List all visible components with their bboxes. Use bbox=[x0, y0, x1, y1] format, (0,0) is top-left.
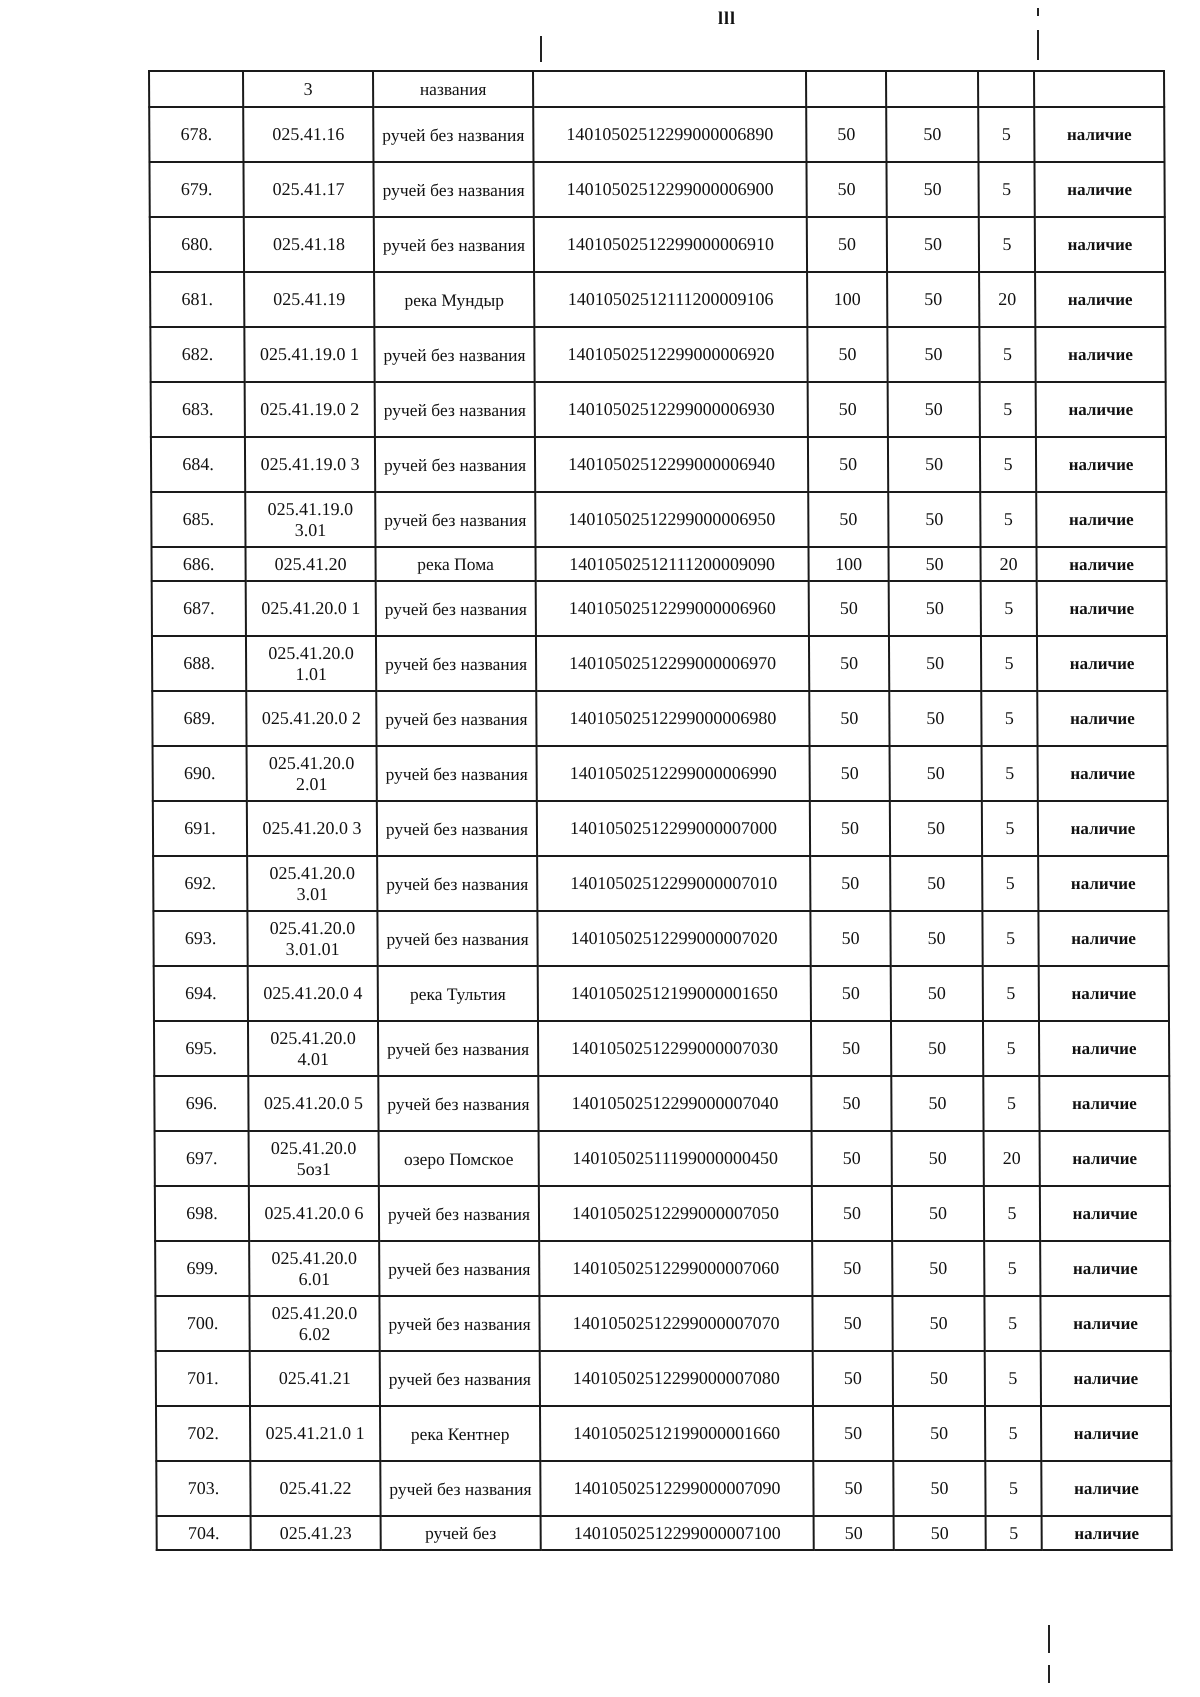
cell-value-2: 50 bbox=[888, 492, 980, 547]
cell-availability: наличие bbox=[1041, 1461, 1171, 1516]
cell-name: ручей без названия bbox=[377, 856, 537, 911]
cell-name: река Тультия bbox=[378, 966, 538, 1021]
cell-registry-code: 14010502512299000007000 bbox=[537, 801, 810, 856]
cell-name: ручей без названия bbox=[380, 1351, 540, 1406]
table-row bbox=[154, 966, 1169, 1021]
table-row bbox=[153, 911, 1168, 966]
cell-value-2: 50 bbox=[894, 1516, 986, 1550]
table-row bbox=[150, 272, 1165, 327]
cell-value-1: 50 bbox=[812, 1131, 892, 1186]
cell-value-1: 50 bbox=[813, 1406, 893, 1461]
cell-value-2: 50 bbox=[888, 437, 980, 492]
cell-num: 684. bbox=[151, 437, 245, 492]
cell-value-2: 50 bbox=[890, 911, 982, 966]
cell-value-3: 5 bbox=[981, 581, 1037, 636]
cell-code: 025.41.20.0 4 bbox=[248, 966, 378, 1021]
table-row bbox=[155, 1186, 1170, 1241]
cell-value-2: 50 bbox=[887, 327, 979, 382]
cell-code: 025.41.19.0 3 bbox=[245, 437, 375, 492]
cell-num: 694. bbox=[154, 966, 248, 1021]
cell-name: река Мундыр bbox=[374, 272, 534, 327]
cell-code: 025.41.19 bbox=[244, 272, 374, 327]
cell-code: 025.41.20.0 3.01.01 bbox=[247, 911, 377, 966]
cell-availability: наличие bbox=[1037, 581, 1167, 636]
cell-name: ручей без названия bbox=[379, 1296, 539, 1351]
cell-value-2: 50 bbox=[892, 1296, 984, 1351]
cell-value-1: 50 bbox=[809, 691, 889, 746]
cell-num: 702. bbox=[156, 1406, 250, 1461]
cell-value-2: 50 bbox=[891, 1076, 983, 1131]
cell-registry-code: 14010502511199000000450 bbox=[539, 1131, 812, 1186]
cell-value-2: 50 bbox=[887, 272, 979, 327]
cell-num: 686. bbox=[151, 547, 245, 581]
cell-code: 025.41.20.0 4.01 bbox=[248, 1021, 378, 1076]
cell-code: 025.41.20.0 1 bbox=[246, 581, 376, 636]
cell-value-3: 5 bbox=[978, 107, 1034, 162]
cell-value-1: 50 bbox=[810, 911, 890, 966]
cell-code: 3 bbox=[243, 71, 373, 107]
cell-value-1: 50 bbox=[811, 1021, 891, 1076]
cell-availability: наличие bbox=[1036, 382, 1166, 437]
cell-value-1: 50 bbox=[811, 1076, 891, 1131]
table-row bbox=[152, 636, 1167, 691]
cell-registry-code: 14010502512299000006950 bbox=[535, 492, 808, 547]
cell-availability: наличие bbox=[1035, 217, 1165, 272]
cell-value-1: 50 bbox=[806, 162, 886, 217]
scan-artifact-mark bbox=[1048, 1665, 1050, 1683]
table-row bbox=[152, 581, 1167, 636]
cell-availability: наличие bbox=[1036, 492, 1166, 547]
cell-name: река Пома bbox=[375, 547, 535, 581]
table-row bbox=[153, 856, 1168, 911]
cell-value-2 bbox=[886, 71, 978, 107]
cell-name: ручей без bbox=[381, 1516, 541, 1550]
cell-code: 025.41.19.0 1 bbox=[244, 327, 374, 382]
cell-availability: наличие bbox=[1034, 162, 1164, 217]
cell-code: 025.41.20.0 3 bbox=[247, 801, 377, 856]
table-row bbox=[150, 217, 1165, 272]
cell-value-2: 50 bbox=[892, 1241, 984, 1296]
cell-name: ручей без названия bbox=[375, 437, 535, 492]
cell-code: 025.41.20.0 2.01 bbox=[247, 746, 377, 801]
cell-name: ручей без названия bbox=[375, 382, 535, 437]
table-row-continuation bbox=[149, 71, 1164, 107]
cell-value-2: 50 bbox=[893, 1351, 985, 1406]
cell-value-2: 50 bbox=[890, 746, 982, 801]
cell-registry-code: 14010502512299000007030 bbox=[538, 1021, 811, 1076]
cell-num: 681. bbox=[150, 272, 244, 327]
cell-num: 696. bbox=[154, 1076, 248, 1131]
cell-availability: наличие bbox=[1035, 327, 1165, 382]
table-row bbox=[151, 382, 1166, 437]
cell-value-1: 50 bbox=[809, 636, 889, 691]
cell-value-3 bbox=[978, 71, 1034, 107]
cell-value-3: 5 bbox=[982, 856, 1038, 911]
cell-value-2: 50 bbox=[891, 1021, 983, 1076]
cell-value-1: 50 bbox=[813, 1351, 893, 1406]
cell-value-1: 50 bbox=[810, 856, 890, 911]
cell-value-1: 50 bbox=[811, 966, 891, 1021]
cell-availability: наличие bbox=[1040, 1131, 1170, 1186]
cell-registry-code: 14010502512199000001660 bbox=[540, 1406, 813, 1461]
cell-availability bbox=[1034, 71, 1164, 107]
cell-registry-code: 14010502512299000006920 bbox=[534, 327, 807, 382]
cell-value-1: 100 bbox=[807, 272, 887, 327]
table-row bbox=[153, 746, 1168, 801]
cell-code: 025.41.20.0 6 bbox=[249, 1186, 379, 1241]
cell-registry-code: 14010502512299000007010 bbox=[537, 856, 810, 911]
cell-value-1: 50 bbox=[809, 581, 889, 636]
cell-value-3: 5 bbox=[982, 746, 1038, 801]
cell-registry-code: 14010502512299000007020 bbox=[537, 911, 810, 966]
cell-num: 683. bbox=[151, 382, 245, 437]
cell-num: 680. bbox=[150, 217, 244, 272]
cell-registry-code: 14010502512299000006960 bbox=[536, 581, 809, 636]
cell-num: 693. bbox=[153, 911, 247, 966]
cell-value-3: 5 bbox=[982, 801, 1038, 856]
cell-value-1: 100 bbox=[808, 547, 888, 581]
cell-code: 025.41.20.0 5 bbox=[248, 1076, 378, 1131]
cell-code: 025.41.21 bbox=[250, 1351, 380, 1406]
cell-registry-code: 14010502512299000007070 bbox=[539, 1296, 812, 1351]
cell-value-3: 5 bbox=[983, 966, 1039, 1021]
cell-registry-code: 14010502512299000007040 bbox=[538, 1076, 811, 1131]
cell-value-2: 50 bbox=[893, 1461, 985, 1516]
cell-availability: наличие bbox=[1039, 1076, 1169, 1131]
cell-value-2: 50 bbox=[891, 966, 983, 1021]
cell-registry-code: 14010502512299000006890 bbox=[533, 107, 806, 162]
cell-name: ручей без названия bbox=[373, 162, 533, 217]
cell-registry-code: 14010502512299000006980 bbox=[536, 691, 809, 746]
cell-name: названия bbox=[373, 71, 533, 107]
cell-registry-code: 14010502512299000006990 bbox=[537, 746, 810, 801]
table-row bbox=[155, 1131, 1170, 1186]
cell-availability: наличие bbox=[1040, 1186, 1170, 1241]
cell-code: 025.41.16 bbox=[243, 107, 373, 162]
cell-code: 025.41.20.0 6.02 bbox=[249, 1296, 379, 1351]
cell-num: 689. bbox=[152, 691, 246, 746]
cell-num: 685. bbox=[151, 492, 245, 547]
cell-value-2: 50 bbox=[889, 636, 981, 691]
cell-code: 025.41.20 bbox=[245, 547, 375, 581]
water-objects-table bbox=[148, 70, 1173, 1551]
cell-value-1: 50 bbox=[812, 1186, 892, 1241]
cell-name: река Кентнер bbox=[380, 1406, 540, 1461]
cell-availability: наличие bbox=[1037, 636, 1167, 691]
table-row bbox=[155, 1241, 1170, 1296]
cell-num: 690. bbox=[153, 746, 247, 801]
cell-registry-code: 14010502512111200009106 bbox=[534, 272, 807, 327]
cell-name: ручей без названия bbox=[379, 1186, 539, 1241]
cell-registry-code bbox=[533, 71, 806, 107]
cell-code: 025.41.19.0 2 bbox=[245, 382, 375, 437]
table-row bbox=[153, 801, 1168, 856]
cell-value-2: 50 bbox=[892, 1186, 984, 1241]
cell-value-2: 50 bbox=[888, 382, 980, 437]
cell-availability: наличие bbox=[1038, 911, 1168, 966]
cell-name: ручей без названия bbox=[377, 911, 537, 966]
cell-num: 691. bbox=[153, 801, 247, 856]
cell-registry-code: 14010502512299000007100 bbox=[541, 1516, 814, 1550]
cell-value-3: 5 bbox=[979, 327, 1035, 382]
cell-value-3: 5 bbox=[981, 636, 1037, 691]
table-row bbox=[154, 1076, 1169, 1131]
cell-value-3: 5 bbox=[986, 1516, 1042, 1550]
cell-availability: наличие bbox=[1035, 272, 1165, 327]
cell-name: озеро Помское bbox=[379, 1131, 539, 1186]
cell-code: 025.41.20.0 1.01 bbox=[246, 636, 376, 691]
table-row bbox=[156, 1406, 1171, 1461]
cell-value-1: 50 bbox=[807, 217, 887, 272]
cell-value-2: 50 bbox=[892, 1131, 984, 1186]
cell-num: 704. bbox=[157, 1516, 251, 1550]
cell-value-3: 5 bbox=[980, 492, 1036, 547]
table-row bbox=[149, 162, 1164, 217]
table-row bbox=[156, 1461, 1171, 1516]
cell-name: ручей без названия bbox=[376, 691, 536, 746]
cell-name: ручей без названия bbox=[376, 636, 536, 691]
table-row bbox=[151, 547, 1166, 581]
cell-value-1: 50 bbox=[810, 801, 890, 856]
table-row bbox=[155, 1296, 1170, 1351]
cell-value-2: 50 bbox=[888, 547, 980, 581]
scan-artifact-mark bbox=[540, 36, 542, 62]
cell-num: 678. bbox=[149, 107, 243, 162]
cell-value-3: 5 bbox=[983, 1021, 1039, 1076]
cell-availability: наличие bbox=[1036, 547, 1166, 581]
cell-availability: наличие bbox=[1041, 1406, 1171, 1461]
cell-num: 688. bbox=[152, 636, 246, 691]
cell-value-1: 50 bbox=[814, 1516, 894, 1550]
cell-availability: наличие bbox=[1037, 691, 1167, 746]
cell-code: 025.41.23 bbox=[251, 1516, 381, 1550]
cell-num: 698. bbox=[155, 1186, 249, 1241]
cell-num bbox=[149, 71, 243, 107]
cell-num: 679. bbox=[149, 162, 243, 217]
cell-num: 687. bbox=[152, 581, 246, 636]
table-row bbox=[151, 492, 1166, 547]
cell-name: ручей без названия bbox=[377, 801, 537, 856]
cell-value-3: 5 bbox=[982, 911, 1038, 966]
scan-artifact-mark bbox=[1037, 30, 1039, 60]
cell-name: ручей без названия bbox=[374, 327, 534, 382]
cell-value-3: 5 bbox=[979, 217, 1035, 272]
cell-registry-code: 14010502512299000007060 bbox=[539, 1241, 812, 1296]
cell-availability: наличие bbox=[1040, 1241, 1170, 1296]
cell-registry-code: 14010502512299000006930 bbox=[535, 382, 808, 437]
table-row bbox=[156, 1351, 1171, 1406]
cell-num: 697. bbox=[155, 1131, 249, 1186]
cell-value-3: 5 bbox=[980, 437, 1036, 492]
cell-availability: наличие bbox=[1042, 1516, 1172, 1550]
cell-availability: наличие bbox=[1039, 966, 1169, 1021]
cell-name: ручей без названия bbox=[377, 746, 537, 801]
cell-name: ручей без названия bbox=[378, 1021, 538, 1076]
cell-availability: наличие bbox=[1040, 1296, 1170, 1351]
scan-artifact-mark bbox=[1037, 8, 1039, 16]
cell-value-1 bbox=[806, 71, 886, 107]
cell-value-1: 50 bbox=[807, 327, 887, 382]
cell-name: ручей без названия bbox=[379, 1241, 539, 1296]
cell-value-3: 5 bbox=[985, 1351, 1041, 1406]
cell-registry-code: 14010502512299000007050 bbox=[539, 1186, 812, 1241]
cell-value-3: 5 bbox=[983, 1076, 1039, 1131]
cell-value-2: 50 bbox=[889, 581, 981, 636]
cell-value-2: 50 bbox=[887, 217, 979, 272]
cell-registry-code: 14010502512299000006910 bbox=[534, 217, 807, 272]
cell-value-1: 50 bbox=[808, 492, 888, 547]
cell-num: 701. bbox=[156, 1351, 250, 1406]
cell-name: ручей без названия bbox=[380, 1461, 540, 1516]
cell-name: ручей без названия bbox=[378, 1076, 538, 1131]
cell-value-2: 50 bbox=[893, 1406, 985, 1461]
cell-availability: наличие bbox=[1034, 107, 1164, 162]
cell-registry-code: 14010502512299000006970 bbox=[536, 636, 809, 691]
cell-value-1: 50 bbox=[812, 1296, 892, 1351]
document-sheet bbox=[148, 70, 1171, 1551]
cell-value-2: 50 bbox=[890, 801, 982, 856]
cell-registry-code: 14010502512299000006940 bbox=[535, 437, 808, 492]
page-mark: lll bbox=[718, 8, 737, 28]
cell-registry-code: 14010502512299000006900 bbox=[533, 162, 806, 217]
cell-value-1: 50 bbox=[813, 1461, 893, 1516]
cell-value-3: 5 bbox=[984, 1241, 1040, 1296]
cell-availability: наличие bbox=[1038, 856, 1168, 911]
cell-name: ручей без названия bbox=[373, 107, 533, 162]
table-row bbox=[152, 691, 1167, 746]
cell-value-1: 50 bbox=[808, 437, 888, 492]
cell-value-3: 5 bbox=[980, 382, 1036, 437]
cell-availability: наличие bbox=[1038, 801, 1168, 856]
table-row bbox=[151, 437, 1166, 492]
cell-code: 025.41.18 bbox=[244, 217, 374, 272]
cell-availability: наличие bbox=[1038, 746, 1168, 801]
cell-value-1: 50 bbox=[810, 746, 890, 801]
cell-registry-code: 14010502512299000007090 bbox=[540, 1461, 813, 1516]
cell-registry-code: 14010502512111200009090 bbox=[535, 547, 808, 581]
cell-value-2: 50 bbox=[886, 107, 978, 162]
cell-value-3: 5 bbox=[985, 1406, 1041, 1461]
cell-value-3: 5 bbox=[984, 1186, 1040, 1241]
cell-num: 700. bbox=[155, 1296, 249, 1351]
cell-value-3: 5 bbox=[981, 691, 1037, 746]
cell-num: 699. bbox=[155, 1241, 249, 1296]
cell-value-1: 50 bbox=[812, 1241, 892, 1296]
cell-num: 695. bbox=[154, 1021, 248, 1076]
cell-value-3: 20 bbox=[979, 272, 1035, 327]
cell-code: 025.41.20.0 2 bbox=[246, 691, 376, 746]
table-row bbox=[149, 107, 1164, 162]
cell-availability: наличие bbox=[1041, 1351, 1171, 1406]
cell-num: 692. bbox=[153, 856, 247, 911]
cell-name: ручей без названия bbox=[374, 217, 534, 272]
cell-value-2: 50 bbox=[889, 691, 981, 746]
cell-value-3: 20 bbox=[980, 547, 1036, 581]
table-row bbox=[157, 1516, 1172, 1550]
cell-value-3: 20 bbox=[984, 1131, 1040, 1186]
cell-value-2: 50 bbox=[886, 162, 978, 217]
cell-code: 025.41.21.0 1 bbox=[250, 1406, 380, 1461]
cell-value-1: 50 bbox=[806, 107, 886, 162]
cell-num: 703. bbox=[156, 1461, 250, 1516]
cell-code: 025.41.20.0 6.01 bbox=[249, 1241, 379, 1296]
cell-code: 025.41.20.0 3.01 bbox=[247, 856, 377, 911]
cell-availability: наличие bbox=[1036, 437, 1166, 492]
scan-artifact-mark bbox=[1048, 1625, 1050, 1653]
cell-value-3: 5 bbox=[985, 1461, 1041, 1516]
cell-registry-code: 14010502512299000007080 bbox=[540, 1351, 813, 1406]
cell-name: ручей без названия bbox=[376, 581, 536, 636]
cell-value-1: 50 bbox=[808, 382, 888, 437]
table-row bbox=[150, 327, 1165, 382]
cell-code: 025.41.17 bbox=[243, 162, 373, 217]
cell-availability: наличие bbox=[1039, 1021, 1169, 1076]
cell-name: ручей без названия bbox=[375, 492, 535, 547]
cell-num: 682. bbox=[150, 327, 244, 382]
cell-value-3: 5 bbox=[978, 162, 1034, 217]
cell-registry-code: 14010502512199000001650 bbox=[538, 966, 811, 1021]
cell-code: 025.41.20.0 5оз1 bbox=[249, 1131, 379, 1186]
cell-value-3: 5 bbox=[984, 1296, 1040, 1351]
table-row bbox=[154, 1021, 1169, 1076]
cell-code: 025.41.19.0 3.01 bbox=[245, 492, 375, 547]
cell-value-2: 50 bbox=[890, 856, 982, 911]
cell-code: 025.41.22 bbox=[250, 1461, 380, 1516]
